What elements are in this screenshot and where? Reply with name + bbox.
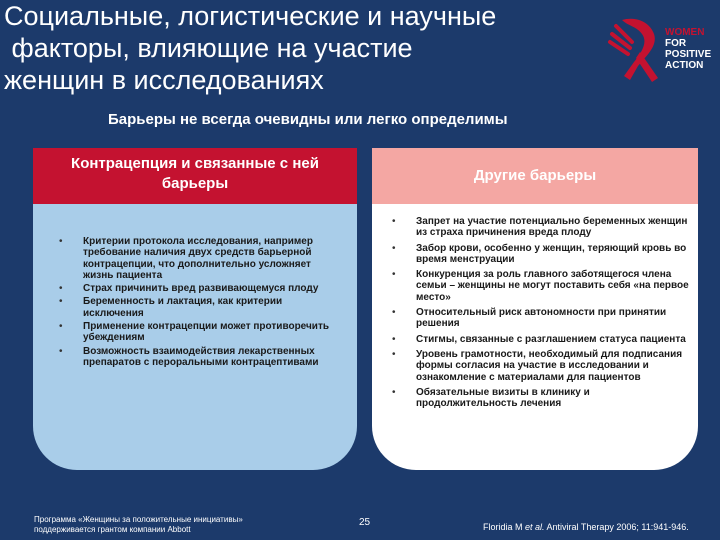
other-barriers-list [392,216,692,413]
sponsor-line-2: поддерживается грантом компании Abbott [34,525,191,534]
logo-line-for: FOR [665,38,687,49]
citation [483,522,689,532]
list-item: • Уровень грамотности, необходимый для подписания формы согласия на участие в исследовании и ознакомление с материалами для пациентов [392,349,692,383]
left-header-line-2: барьеры [161,175,229,192]
list-item: • Стигмы, связанные с разглашением статуса пациента [392,334,692,345]
list-item: • Возможность взаимодействия лекарственных препаратов с пероральными контрацептивами [59,346,329,369]
logo-line-women: WOMEN [665,27,705,38]
logo-line-positive: POSITIVE [665,49,712,60]
list-item: • Относительный риск автономности при принятии решения [392,307,692,330]
list-item: • Запрет на участие потенциально беременных женщин из страха причинения вреда плоду [392,216,692,239]
left-header-line-1: Контрацепция и связанные с ней [71,155,319,172]
other-barriers-header: Другие барьеры [372,148,698,204]
contraception-barriers-list [59,236,329,370]
logo-wordmark [665,27,711,71]
slide-subtitle: Барьеры не всегда очевидны или легко определимы [108,111,508,128]
contraception-barriers-header [33,148,357,204]
sponsor-note [34,515,294,535]
title-line-1: Социальные, логистические и научные [4,1,497,31]
citation-rest: Antiviral Therapy 2006; 11:941-946. [544,522,689,532]
title-line-2: факторы, влияющие на участие [4,33,413,63]
sponsor-line-1: Программа «Женщины за положительные инициативы» [34,515,243,524]
page-number: 25 [359,517,371,528]
list-item: • Критерии протокола исследования, например требование наличия двух средств барьерной контрацепции, что дополнительно усложняет жизнь пациента [59,236,329,281]
list-item: • Страх причинить вред развивающемуся плоду [59,283,329,294]
list-item: • Беременность и лактация, как критерии исключения [59,296,329,319]
citation-etal: et al. [525,522,545,532]
list-item: • Обязательные визиты в клинику и продолжительность лечения [392,387,692,410]
title-line-3: женщин в исследованиях [4,65,324,95]
list-item: • Конкуренция за роль главного заботящегося члена семьи – женщины не могут поставить себя «на первое место» [392,269,692,303]
logo-line-action: ACTION [665,60,704,71]
citation-author: Floridia M [483,522,526,532]
list-item: • Забор крови, особенно у женщин, теряющий кровь во время менструации [392,243,692,266]
slide-title [4,0,594,96]
list-item: • Применение контрацепции может противоречить убеждениям [59,321,329,344]
contraception-barriers-panel [33,148,357,470]
other-barriers-panel [372,148,698,470]
